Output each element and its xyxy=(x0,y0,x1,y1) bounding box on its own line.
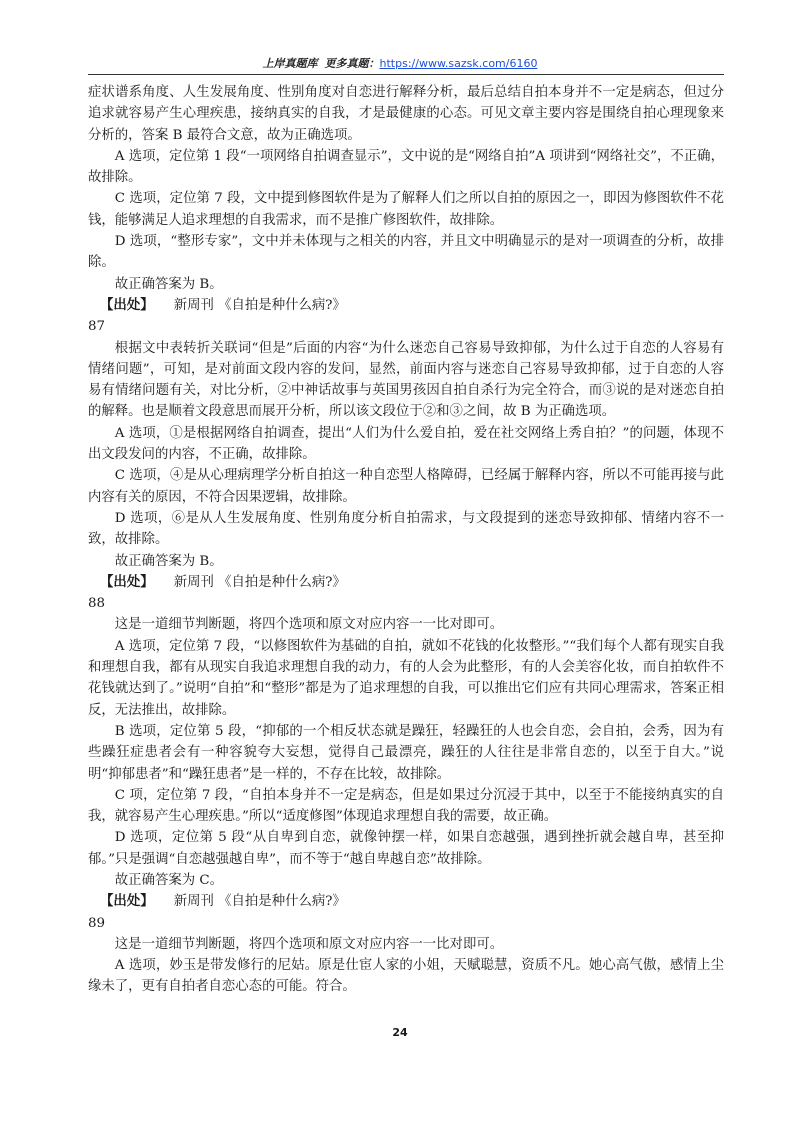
source-tag: 【出处】 xyxy=(100,296,154,313)
source-citation xyxy=(88,295,724,316)
paragraph: 故正确答案为 B。 xyxy=(114,553,223,569)
paragraph: 这是一道细节判断题，将四个选项和原文对应内容一一比对即可。 xyxy=(114,617,504,633)
header-divider xyxy=(88,74,724,75)
paragraph: A 选项，定位第 1 段“一项网络自拍调查显示”，文中说的是“网络自拍”A 项讲到“网络社交”，不正确，故排除。 xyxy=(88,148,724,186)
source-citation xyxy=(88,572,724,593)
more-questions-label: 更多真题： xyxy=(324,57,380,70)
header-separator xyxy=(318,57,325,70)
paragraph: C 选项，④是从心理病理学分析自拍这一种自恋型人格障碍，已经属于解释内容，所以不可能再接与此内容有关的原因，不符合因果逻辑，故排除。 xyxy=(88,468,724,505)
paragraph: A 选项，定位第 7 段，“以修图软件为基础的自拍，就如不花钱的化妆整形。”“我们每个人都有现实自我和理想自我，都有从现实自我追求理想自我的动力，有的人会为此整形，有的人会美容化妆，而自拍软件不花钱就达到了。”说明“自拍”和“整形”都是为了追求理想的自我，可以推出它们应有共同心理需求，答案正相反，无法推出，故排除。 xyxy=(88,638,724,718)
paragraph: C 选项，定位第 7 段，文中提到修图软件是为了解释人们之所以自拍的原因之一，即因为修图软件不花钱，能够满足人追求理想的自我需求，而不是推广修图软件，故排除。 xyxy=(88,191,724,228)
source-text: 新周刊 《自拍是种什么病?》 xyxy=(173,297,346,313)
paragraph: A 选项，①是根据网络自拍调查，提出“人们为什么爱自拍，爱在社交网络上秀自拍？”的问题，体现不出文段发问的内容，不正确，故排除。 xyxy=(88,425,724,463)
question-number: 87 xyxy=(88,319,106,335)
source-text: 新周刊 《自拍是种什么病?》 xyxy=(173,894,346,910)
paragraph: 故正确答案为 C。 xyxy=(114,872,224,888)
source-tag: 【出处】 xyxy=(100,573,154,590)
paragraph: D 选项，“整形专家”，文中并未体现与之相关的内容，并且文中明确显示的是对一项调查的分析，故排除。 xyxy=(88,234,724,271)
source-text: 新周刊 《自拍是种什么病?》 xyxy=(173,574,346,590)
paragraph: D 选项，定位第 5 段“从自卑到自恋，就像钟摆一样，如果自恋越强，遇到挫折就会越自卑，甚至抑郁。”只是强调“自恋越强越自卑”，而不等于“越自卑越自恋”故排除。 xyxy=(88,830,724,867)
paragraph: 症状谱系角度、人生发展角度、性别角度对自恋进行解释分析，最后总结自拍本身并不一定是病态，但过分追求就容易产生心理疾患，接纳真实的自我，才是最健康的心态。可见文章主要内容是围绕自拍心理现象来分析的，答案 B 最符合文意，故为正确选项。 xyxy=(88,85,724,143)
library-name: 上岸真题库 xyxy=(262,57,318,70)
header-url-link[interactable]: https://www.sazsk.com/6160 xyxy=(379,57,538,70)
question-number: 88 xyxy=(88,596,106,612)
source-citation xyxy=(88,891,724,912)
paragraph: C 项，定位第 7 段，“自拍本身并不一定是病态，但是如果过分沉浸于其中，以至于不能接纳真实的自我，就容易产生心理疾患。”所以“适度修图”体现追求理想自我的需要，故正确。 xyxy=(88,787,724,825)
paragraph: 根据文中表转折关联词“但是”后面的内容“为什么迷恋自己容易导致抑郁，为什么过于自恋的人容易有情绪问题”，可知，是对前面文段内容的发问，显然，前面内容与迷恋自己容易导致抑郁，过于自恋的人容易有情绪问题有关，对比分析，②中神话故事与英国男孩因自拍自杀行为完全符合，而③说的是对迷恋自拍的解释。也是顺着文段意思而展开分析，所以该文段位于②和③之间，故 B 为正确选项。 xyxy=(88,340,724,420)
paragraph: D 选项，⑥是从人生发展角度、性别角度分析自拍需求，与文段提到的迷恋导致抑郁、情绪内容不一致，故排除。 xyxy=(88,510,724,548)
paragraph: A 选项，妙玉是带发修行的尼姑。原是仕宦人家的小姐，天赋聪慧，资质不凡。她心高气傲，感情上尘缘未了，更有自拍者自恋心态的可能。符合。 xyxy=(88,958,724,995)
paragraph: B 选项，定位第 5 段，“抑郁的一个相反状态就是躁狂，轻躁狂的人也会自恋，会自拍，会秀，因为有些躁狂症患者会有一种容貌夸大妄想，觉得自己最漂亮，躁狂的人往往是非常自恋的，以至于自大。”说明“抑郁患者”和“躁狂患者”是一样的，不存在比较，故排除。 xyxy=(88,723,724,782)
paragraph: 故正确答案为 B。 xyxy=(114,276,223,292)
question-number: 89 xyxy=(88,915,106,931)
page-header xyxy=(0,55,800,71)
source-tag: 【出处】 xyxy=(100,893,154,910)
document-body xyxy=(88,82,724,998)
page-number: 24 xyxy=(392,1026,408,1039)
paragraph: 这是一道细节判断题，将四个选项和原文对应内容一一比对即可。 xyxy=(114,936,504,952)
